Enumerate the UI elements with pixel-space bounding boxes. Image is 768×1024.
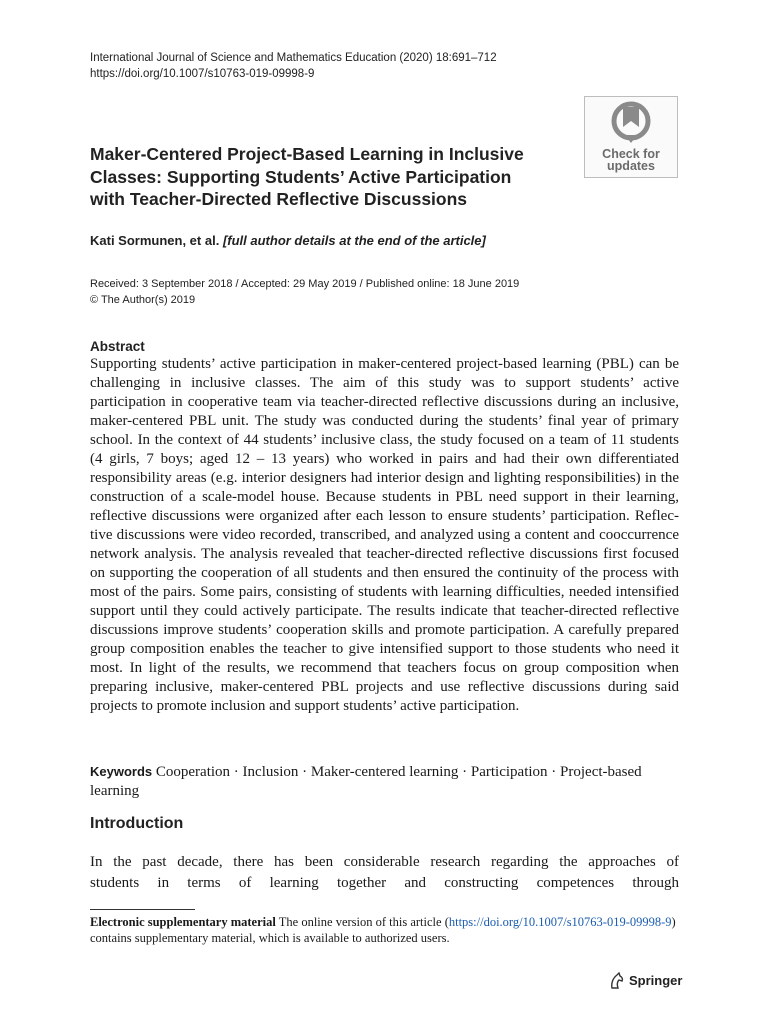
keywords-label: Keywords	[90, 764, 153, 779]
intro-line-1: In the past decade, there has been considerable research regarding the approaches of	[90, 854, 679, 870]
footnote	[90, 914, 679, 946]
keywords-list: Cooperation · Inclusion · Maker-centered learning · Participation · Project-based learning	[90, 764, 642, 799]
article-doi[interactable]: https://doi.org/10.1007/s10763-019-09998-9	[90, 68, 315, 80]
author-line	[90, 233, 486, 248]
history-dates: Received: 3 September 2018 / Accepted: 29 May 2019 / Published online: 18 June 2019	[90, 278, 520, 290]
article-title	[90, 143, 580, 211]
journal-citation: International Journal of Science and Mathematics Education (2020) 18:691–712	[90, 52, 497, 64]
supplementary-link[interactable]: https://doi.org/10.1007/s10763-019-09998-9	[448, 915, 672, 929]
author-details-note[interactable]: [full author details at the end of the article]	[222, 233, 486, 248]
crossmark-icon	[611, 101, 651, 145]
keywords	[90, 762, 670, 801]
footnote-label: Electronic supplementary material	[90, 915, 276, 929]
author-names: Kati Sormunen, et al.	[90, 233, 220, 248]
badge-line-2: updates	[607, 159, 655, 173]
journal-header	[90, 50, 497, 82]
publication-dates	[90, 276, 519, 308]
footnote-text-before: The online version of this article (	[278, 915, 449, 929]
springer-horse-icon	[609, 972, 625, 990]
title-line-2: Classes: Supporting Students’ Active Participation	[90, 166, 512, 187]
intro-line-2: students in terms of learning together and constructing competences through	[90, 875, 679, 891]
footnote-divider	[90, 909, 195, 910]
check-for-updates-badge[interactable]	[584, 96, 678, 178]
abstract-text: Supporting students’ active participation in maker-centered project-based learning (PBL) can be challenging in inclusive classes. The aim of this study was to support students’ active participation in cooperative team via teacher-directed reflective discussions during an inclusive, maker-centered PBL unit. The study was conducted during the students’ final year of primary school. In the context of 44 students’ inclusive class, the study focused on a team of 11 students (4 girls, 7 boys; aged 12 – 13 years) who worked in pairs and had their own differentiated responsibility areas (e.g. interior designers had interior design and lighting responsibilities) in the construction of a scale-model house. Because students in PBL need support in their learning, reflective discussions were organized after each lesson to ensure students’ participation. Reflective discussions were video recorded, transcribed, and analyzed using a content and cooccurrence network analysis. The analysis revealed that teacher-directed reflective discussions first focused on supporting the cooperation of all students and then ensured the continuity of the process with most of the pairs. Some pairs, consisting of students with learning difficulties, needed intensified support until they could actively participate. The results indicate that teacher-directed reflective discussions improve students’ cooperation skills and promote participation. A carefully prepared group composition enables the teacher to give intensified support to those students who need it most. In light of the results, we recommend that teachers focus on group composition when preparing inclusive, maker-centered PBL projects and use reflective discussions during said projects to promote inclusion and support students’ active participation.	[90, 356, 679, 714]
badge-line-1: Check for	[602, 147, 660, 161]
badge-label	[585, 148, 677, 172]
title-line-3: with Teacher-Directed Reflective Discussions	[90, 189, 468, 209]
footnote-text-after: ) contains supplementary material, which is available to authorized users.	[90, 915, 676, 945]
publisher-name: Springer	[629, 973, 683, 988]
introduction-text	[90, 852, 679, 894]
title-line-1: Maker-Centered Project-Based Learning in Inclusive	[90, 144, 524, 164]
copyright-line: © The Author(s) 2019	[90, 294, 196, 306]
abstract-heading: Abstract	[90, 339, 145, 354]
introduction-heading: Introduction	[90, 815, 184, 832]
